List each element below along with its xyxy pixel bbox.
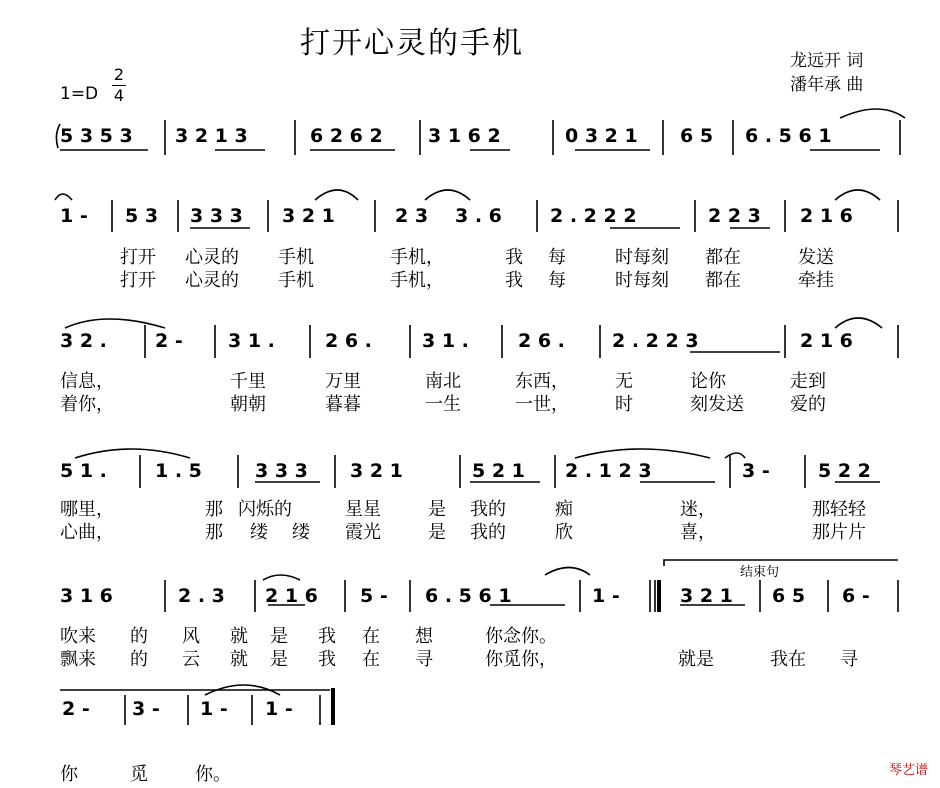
lyric: 就是	[678, 649, 714, 670]
lyric: 我	[505, 270, 523, 291]
lyric: 在	[362, 626, 380, 647]
measure: 3 -	[742, 460, 770, 482]
measure: 2 -	[155, 330, 183, 352]
lyric: 的	[130, 626, 148, 647]
measure: 3 1 6	[60, 585, 113, 607]
lyric: 手机，	[390, 270, 444, 291]
measure: 2 . 2 2 2	[550, 205, 637, 227]
measure: 1 -	[200, 698, 228, 720]
key-signature: 1=D	[60, 84, 99, 104]
measure: 6 -	[842, 585, 870, 607]
lyric: 信息，	[60, 371, 114, 392]
measure: 2 1 6	[800, 205, 853, 227]
lyric: 你。	[195, 764, 231, 785]
lyric: 我	[318, 626, 336, 647]
measure: 3 3 3	[190, 205, 243, 227]
measure: 2 . 1 2 3	[565, 460, 652, 482]
lyric: 无	[615, 371, 633, 392]
measure: 2 -	[62, 698, 90, 720]
measure: 2 2 3	[708, 205, 761, 227]
lyric: 发送	[798, 247, 834, 268]
measure: 1 -	[265, 698, 293, 720]
measure: 3 2 1	[350, 460, 403, 482]
measure: 3 2 1	[282, 205, 335, 227]
measure: 5 2 1	[472, 460, 525, 482]
time-sig-top: 2	[113, 65, 125, 84]
lyric: 喜，	[680, 522, 716, 543]
measure: 5 3	[125, 205, 159, 227]
lyric: 心曲，	[60, 522, 114, 543]
watermark-logo: 琴艺谱	[888, 763, 928, 778]
measure: 6 5	[772, 585, 806, 607]
measure: 3 . 6	[455, 205, 502, 227]
lyric: 就	[230, 626, 248, 647]
lyric: 我的	[470, 499, 506, 520]
song-title: 打开心灵的手机	[300, 26, 524, 61]
ending-label: 结束句	[740, 565, 780, 580]
lyric: 朝朝	[230, 394, 266, 415]
measure: 3 3 3	[255, 460, 308, 482]
measure: 1 . 5	[155, 460, 202, 482]
measure: 6 . 5 6 1	[425, 585, 512, 607]
lyric: 想	[415, 626, 433, 647]
measure: 5 -	[360, 585, 388, 607]
lyric: 打开	[120, 270, 156, 291]
measure: 3 2 1 3	[175, 125, 248, 147]
lyric: 我在	[770, 649, 806, 670]
measure: 1 -	[592, 585, 620, 607]
lyric: 我的	[470, 522, 506, 543]
measure: 3 2 1	[680, 585, 733, 607]
lyric: 刻发送	[690, 394, 744, 415]
lyric: 走到	[790, 371, 826, 392]
composer-credit: 潘年承 曲	[790, 75, 864, 95]
lyric: 的	[130, 649, 148, 670]
lyric: 那轻轻	[812, 499, 866, 520]
lyric: 暮暮	[325, 394, 361, 415]
lyric: 一世，	[515, 394, 569, 415]
lyric: 心灵的	[185, 270, 239, 291]
lyric: 打开	[120, 247, 156, 268]
lyricist-credit: 龙远开 词	[790, 51, 864, 71]
lyric: 缕	[292, 522, 310, 543]
measure: 5 1 .	[60, 460, 107, 482]
lyric: 觅	[130, 764, 148, 785]
measure: 6 5	[680, 125, 714, 147]
lyric: 是	[270, 649, 288, 670]
measure: 6 . 5 6 1	[745, 125, 832, 147]
lyric: 星星	[345, 499, 381, 520]
lyric: 东西，	[515, 371, 569, 392]
lyric: 南北	[425, 371, 461, 392]
measure: 1 -	[60, 205, 88, 227]
lyric: 牵挂	[798, 270, 834, 291]
measure: 6 2 6 2	[310, 125, 383, 147]
lyric: 寻	[415, 649, 433, 670]
lyric: 欣	[555, 522, 573, 543]
lyric: 在	[362, 649, 380, 670]
lyric: 是	[428, 522, 446, 543]
lyric: 哪里，	[60, 499, 114, 520]
lyric: 你觅你，	[485, 649, 557, 670]
lyric: 吹来	[60, 626, 96, 647]
time-sig-bottom: 4	[113, 86, 125, 105]
lyric: 时每刻	[615, 270, 669, 291]
lyric: 缕	[250, 522, 268, 543]
measure: 3 1 6 2	[428, 125, 501, 147]
lyric: 是	[270, 626, 288, 647]
lyric: 痴	[555, 499, 573, 520]
lyric: 万里	[325, 371, 361, 392]
lyric: 一生	[425, 394, 461, 415]
measure: 2 . 3	[178, 585, 225, 607]
lyric: 你念你。	[485, 626, 557, 647]
measure: 3 1 .	[422, 330, 469, 352]
lyric: 飘来	[60, 649, 96, 670]
lyric: 是	[428, 499, 446, 520]
lyric: 心灵的	[185, 247, 239, 268]
lyric: 那	[205, 522, 223, 543]
lyric: 论你	[690, 371, 726, 392]
lyric: 霞光	[345, 522, 381, 543]
measure: 3 -	[132, 698, 160, 720]
lyric: 那片片	[812, 522, 866, 543]
measure: 2 3	[395, 205, 429, 227]
lyric: 我	[318, 649, 336, 670]
measure: 2 1 6	[265, 585, 318, 607]
lyric: 就	[230, 649, 248, 670]
lyric: 着你，	[60, 394, 114, 415]
measure: 5 3 5 3	[60, 125, 133, 147]
lyric: 迷，	[680, 499, 716, 520]
lyric: 手机	[278, 270, 314, 291]
lyric: 我	[505, 247, 523, 268]
lyric: 手机	[278, 247, 314, 268]
lyric: 每	[548, 247, 566, 268]
measure: 2 . 2 2 3	[612, 330, 699, 352]
measure: 5 2 2	[818, 460, 871, 482]
lyric: 你	[60, 764, 78, 785]
lyric: 时	[615, 394, 633, 415]
lyric: 手机，	[390, 247, 444, 268]
lyric: 都在	[705, 270, 741, 291]
lyric: 闪烁的	[238, 499, 292, 520]
lyric: 时每刻	[615, 247, 669, 268]
measure: 2 1 6	[800, 330, 853, 352]
lyric: 那	[205, 499, 223, 520]
measure: 2 6 .	[325, 330, 372, 352]
measure: 2 6 .	[518, 330, 565, 352]
lyric: 云	[182, 649, 200, 670]
measure: 3 2 .	[60, 330, 107, 352]
measure: 0 3 2 1	[565, 125, 638, 147]
measure: 3 1 .	[228, 330, 275, 352]
lyric: 都在	[705, 247, 741, 268]
lyric: 寻	[840, 649, 858, 670]
lyric: 千里	[230, 371, 266, 392]
lyric: 每	[548, 270, 566, 291]
lyric: 爱的	[790, 394, 826, 415]
lyric: 风	[182, 626, 200, 647]
